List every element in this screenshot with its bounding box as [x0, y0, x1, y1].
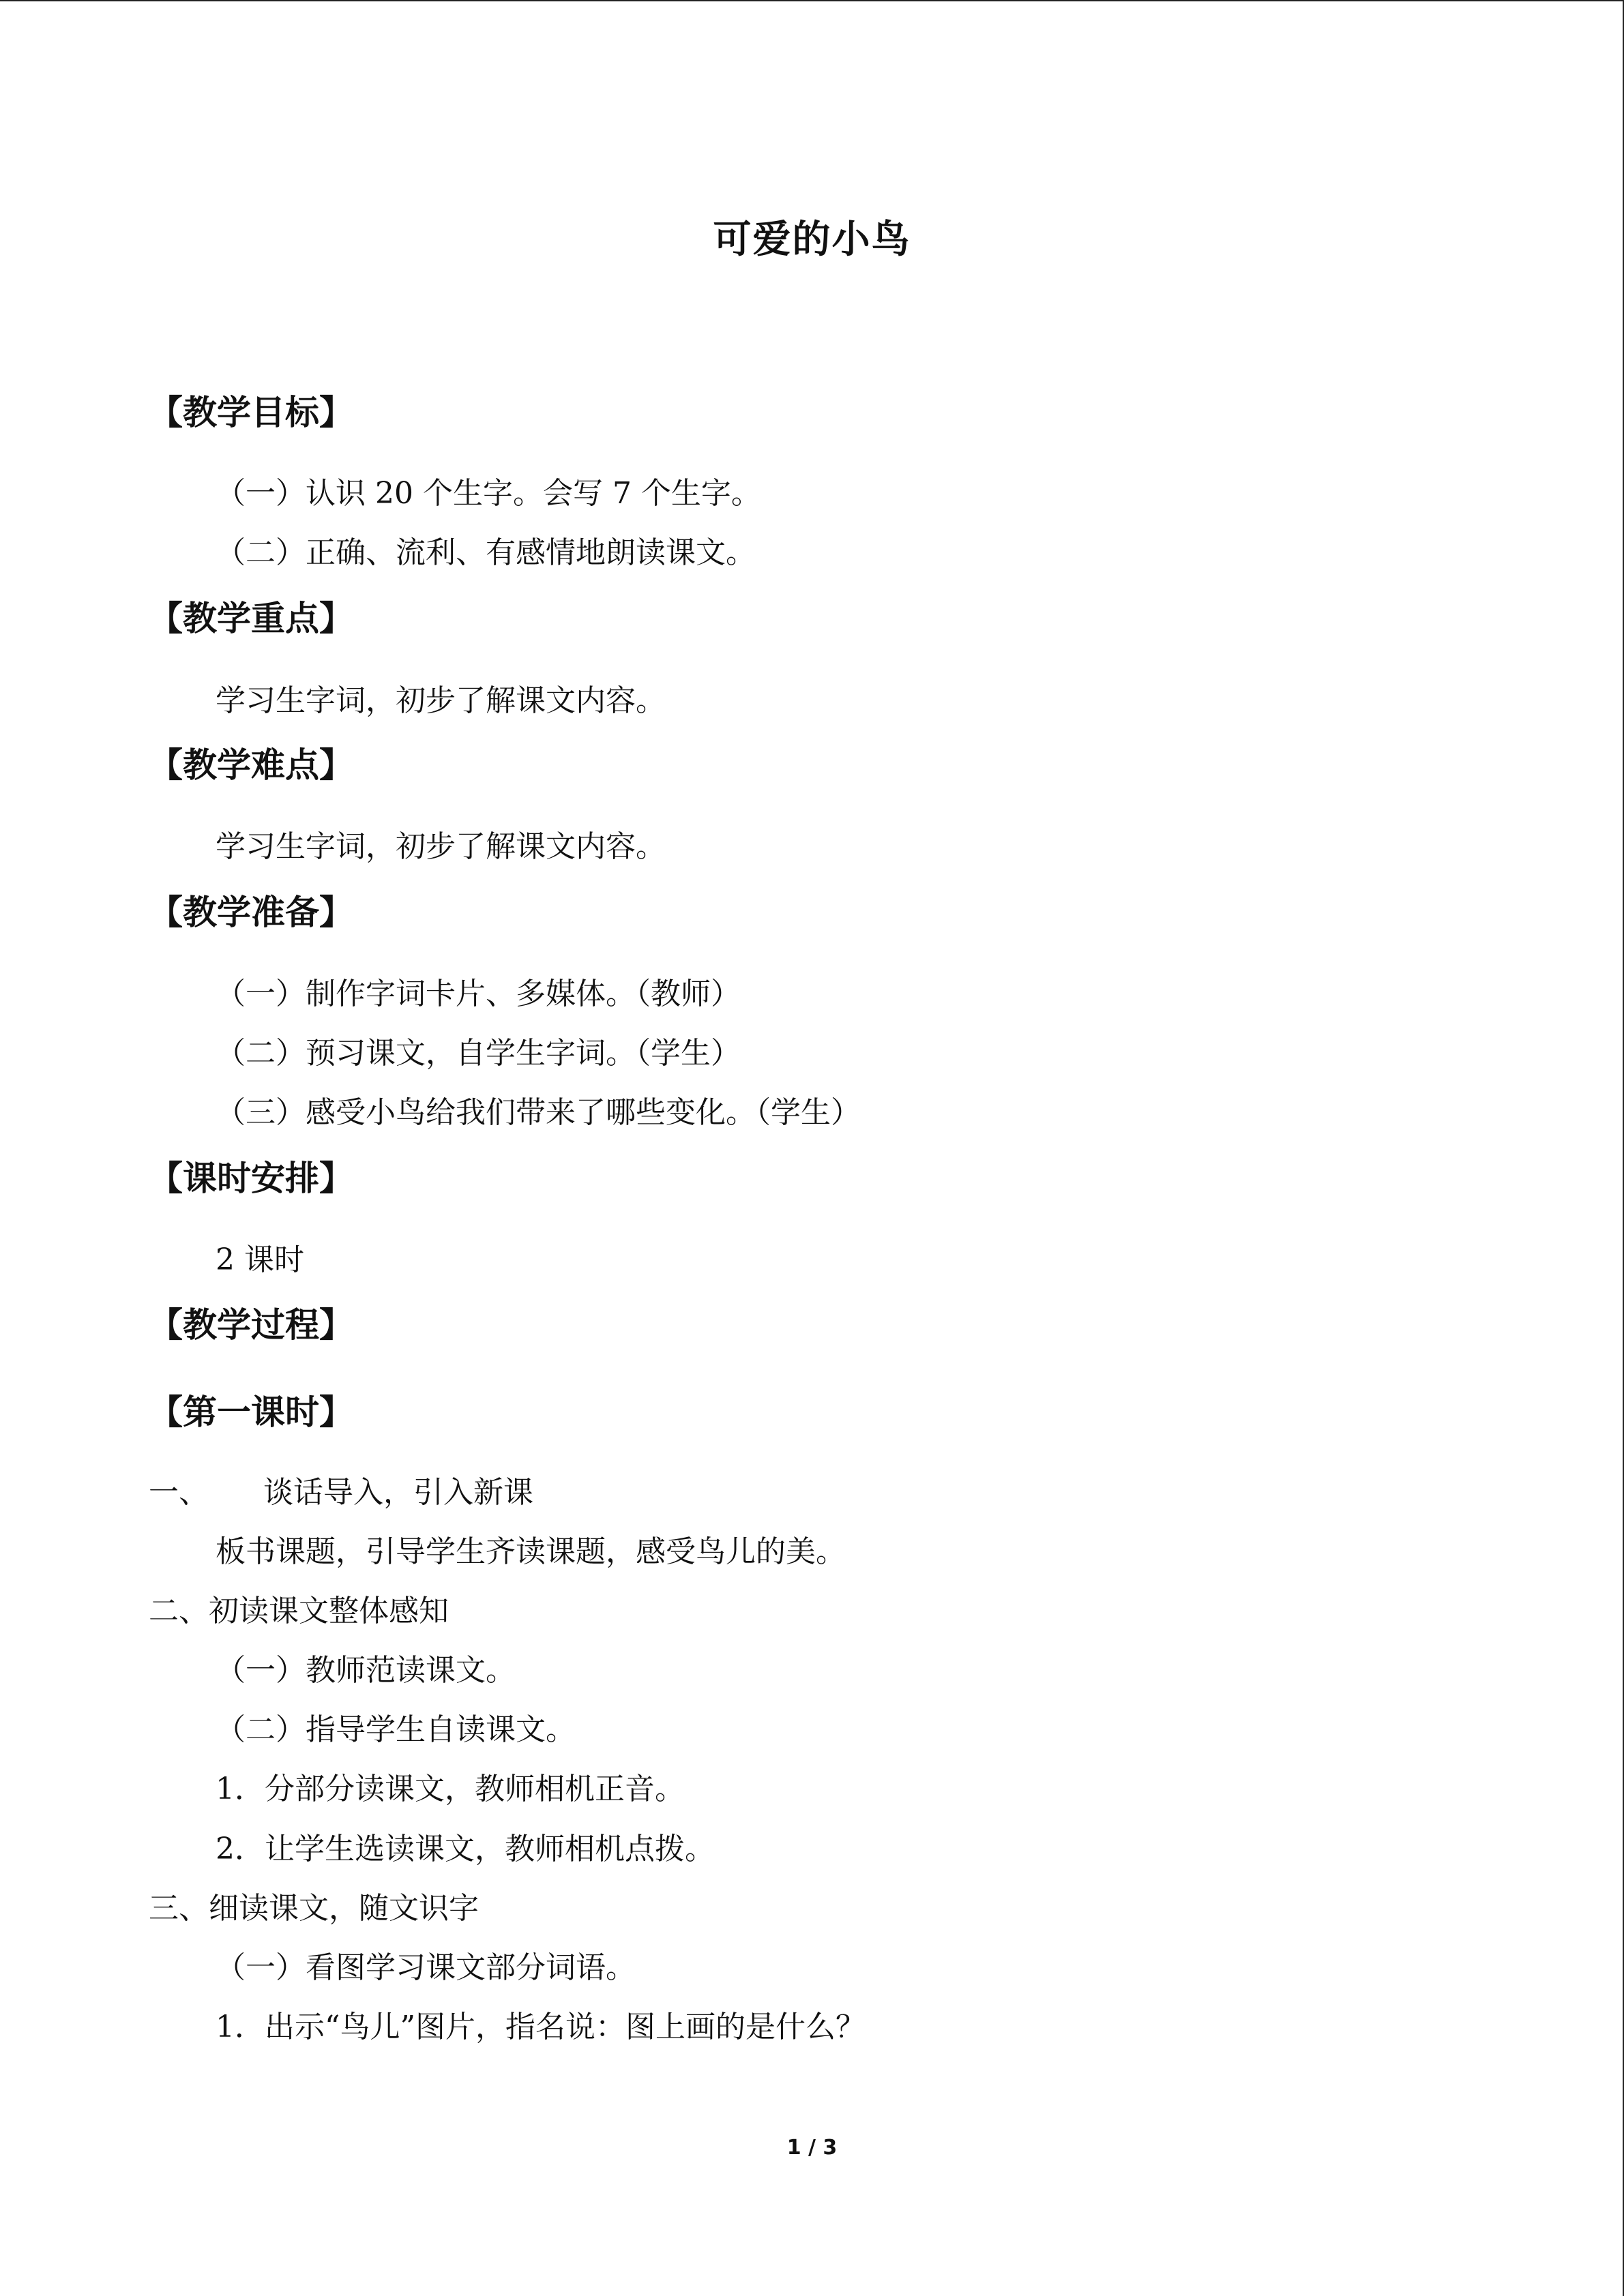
part1-number: 一、 — [149, 1475, 209, 1510]
page-number: 1 / 3 — [786, 2136, 838, 2160]
page-border-top — [0, 0, 1624, 1]
part3-item-1: （一）看图学习课文部分词语。 — [216, 1950, 636, 1985]
heading-schedule: 【课时安排】 — [149, 1159, 353, 1198]
heading-process: 【教学过程】 — [149, 1305, 353, 1345]
document-title: 可爱的小鸟 — [713, 218, 911, 262]
preparation-item-3: （三）感受小鸟给我们带来了哪些变化。（学生） — [216, 1095, 861, 1130]
part2-item-3: 1．分部分读课文，教师相机正音。 — [216, 1772, 685, 1806]
part2-title: 二、初读课文整体感知 — [149, 1594, 449, 1628]
schedule-text: 2 课时 — [216, 1242, 304, 1277]
goal-item-2: （二）正确、流利、有感情地朗读课文。 — [216, 535, 756, 570]
preparation-item-1: （一）制作字词卡片、多媒体。（教师） — [216, 976, 741, 1011]
preparation-item-2: （二）预习课文，自学生字词。（学生） — [216, 1036, 741, 1071]
heading-key-points: 【教学重点】 — [149, 599, 353, 638]
goal-item-1: （一）认识 20 个生字。会写 7 个生字。 — [216, 476, 761, 511]
part3-item-2: 1．出示“鸟儿”图片，指名说：图上画的是什么？ — [216, 2010, 866, 2044]
part3-title: 三、细读课文，随文识字 — [149, 1891, 479, 1926]
part2-item-1: （一）教师范读课文。 — [216, 1653, 516, 1688]
heading-lesson-1: 【第一课时】 — [149, 1392, 353, 1432]
key-points-text: 学习生字词，初步了解课文内容。 — [216, 683, 666, 718]
difficulties-text: 学习生字词，初步了解课文内容。 — [216, 829, 666, 864]
part2-item-2: （二）指导学生自读课文。 — [216, 1712, 576, 1747]
part1-text: 板书课题，引导学生齐读课题，感受鸟儿的美。 — [216, 1534, 846, 1569]
heading-difficulties: 【教学难点】 — [149, 745, 353, 785]
part1-title: 谈话导入，引入新课 — [263, 1475, 533, 1510]
part2-item-4: 2．让学生选读课文，教师相机点拨。 — [216, 1832, 715, 1866]
heading-preparation: 【教学准备】 — [149, 893, 353, 932]
heading-goals: 【教学目标】 — [149, 393, 353, 432]
